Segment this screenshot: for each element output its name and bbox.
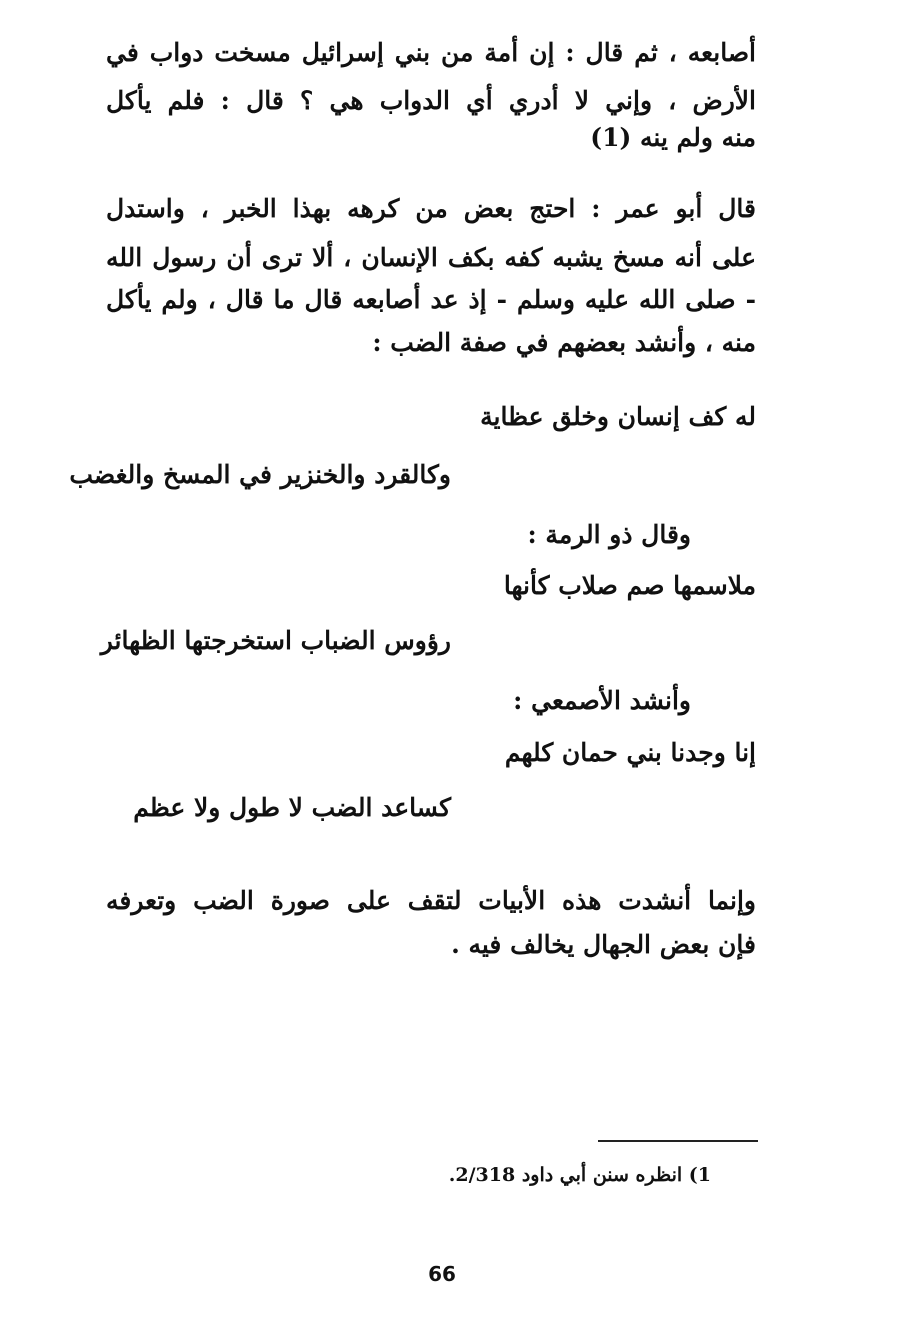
footnote-divider — [598, 1140, 758, 1142]
poem-2-hemistich-1: ملاسمها صم صلاب كأنها — [503, 571, 756, 600]
paragraph-1-line-2: الأرض ، وإني لا أدري أي الدواب هي ؟ قال : فلم يأكل — [106, 86, 756, 115]
paragraph-2-line-4: منه ، وأنشد بعضهم في صفة الضب : — [372, 328, 756, 357]
poem-3-hemistich-2: كساعد الضب لا طول ولا عظم — [133, 793, 451, 822]
paragraph-1-line-1: أصابعه ، ثم قال : إن أمة من بني إسرائيل مسخت دواب في — [106, 38, 756, 67]
poem-2-hemistich-2: رؤوس الضباب استخرجتها الظهائر — [100, 626, 451, 655]
paragraph-2-line-2: على أنه مسخ يشبه كفه بكف الإنسان ، ألا ترى أن رسول الله — [106, 243, 756, 272]
poem-3-intro: وأنشد الأصمعي : — [513, 686, 691, 715]
poem-2-intro: وقال ذو الرمة : — [527, 520, 691, 549]
paragraph-2-line-1: قال أبو عمر : احتج بعض من كرهه بهذا الخبر ، واستدل — [106, 194, 756, 223]
paragraph-3-line-2: فإن بعض الجهال يخالف فيه . — [451, 930, 756, 959]
paragraph-3-line-1: وإنما أنشدت هذه الأبيات لتقف على صورة الضب وتعرفه — [106, 886, 756, 915]
poem-3-hemistich-1: إنا وجدنا بني حمان كلهم — [504, 738, 756, 767]
poem-1-hemistich-2: وكالقرد والخنزير في المسخ والغضب — [69, 460, 451, 489]
paragraph-1-line-3: منه ولم ينه (1) — [590, 123, 756, 152]
page-number: 66 — [428, 1262, 456, 1286]
poem-1-hemistich-1: له كف إنسان وخلق عظاية — [480, 402, 756, 431]
paragraph-2-line-3: - صلى الله عليه وسلم - إذ عد أصابعه قال ما قال ، ولم يأكل — [106, 285, 756, 314]
footnote: 1) انظره سنن أبي داود 2/318. — [448, 1164, 711, 1186]
